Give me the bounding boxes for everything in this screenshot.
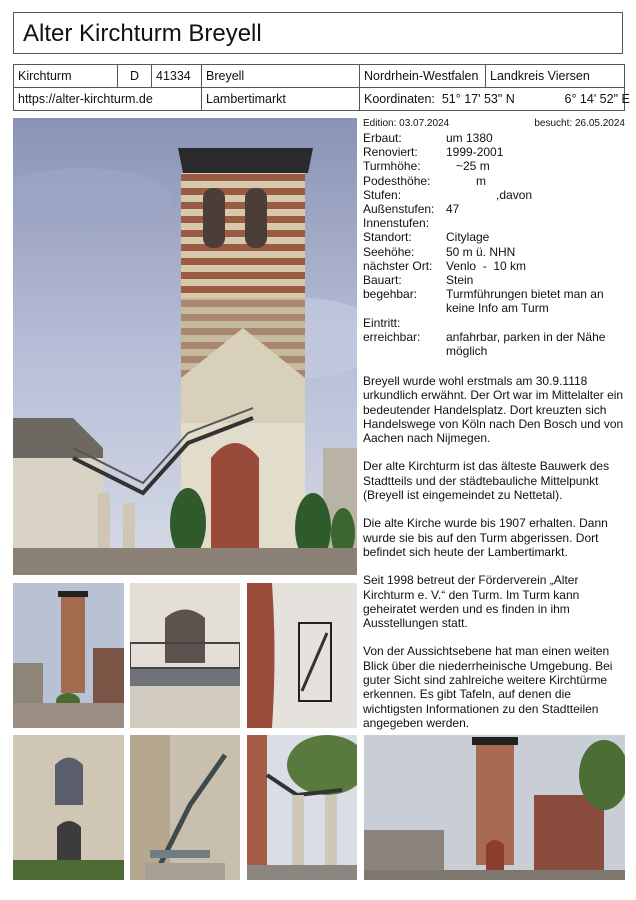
- photo-outdoor-stairs: [130, 735, 240, 880]
- info-state: Nordrhein-Westfalen: [360, 65, 486, 88]
- description: [363, 374, 629, 744]
- outdoor-stairs-illustration: [130, 735, 240, 880]
- fact-location: Standort: Citylage: [363, 230, 490, 245]
- page-title: Alter Kirchturm Breyell: [23, 20, 262, 47]
- fact-renovated: Renoviert: 1999-2001: [363, 145, 504, 160]
- info-row-1: [14, 65, 625, 88]
- info-type: Kirchturm: [14, 65, 118, 88]
- info-town: Breyell: [202, 65, 360, 88]
- photo-wall-anchor: [247, 583, 357, 728]
- photo-tower-door: [13, 735, 124, 880]
- coords-lon: 6° 14' 52" E: [564, 92, 630, 106]
- fact-steps: Stufen: ,davon: [363, 187, 533, 202]
- visited-date: besucht: 26.05.2024: [534, 118, 625, 129]
- coords-label: Koordinaten:: [364, 92, 435, 106]
- tower-square-illustration: [364, 735, 625, 880]
- description-paragraph: Breyell wurde wohl erstmals am 30.9.1118 urkundlich erwähnt. Der Ort war im Mittelalter ein bedeutender Handelsplatz. Dort kreuzten sich Handelswege von Köln nach Den Bosch und von Aachen nach Nijmegen.: [363, 374, 624, 446]
- fact-built: Erbaut: um 1380: [363, 131, 493, 145]
- fact-reachable: erreichbar: anfahrbar, parken in der Nähe möglich: [363, 329, 606, 359]
- info-zip: 41334: [152, 65, 202, 88]
- description-paragraph: Die alte Kirche wurde bis 1907 erhalten. Dann wurde sie bis auf den Turm abgerissen. Dort befindet sich heute der Lambertimarkt.: [363, 516, 608, 559]
- tower-door-illustration: [13, 735, 124, 880]
- fact-admission: Eintritt:: [363, 315, 401, 330]
- fact-tower-height: Turmhöhe: ~25 m: [363, 159, 490, 174]
- title-box: [13, 12, 623, 54]
- fact-inner-steps: Innenstufen:: [363, 216, 430, 231]
- photo-tower-street: [13, 583, 124, 728]
- description-paragraph: Seit 1998 betreut der Förderverein „Alter Kirchturm e. V.“ den Turm. Im Turm kann geheiratet werden und es finden in ihm Ausstellungen statt.: [363, 573, 580, 631]
- info-coordinates: [360, 88, 630, 111]
- wall-anchor-illustration: [247, 583, 357, 728]
- tower-illustration: [13, 118, 357, 575]
- edition-date: Edition: 03.07.2024: [363, 118, 450, 129]
- main-tower-photo: [13, 118, 357, 575]
- fact-platform-height: Podesthöhe: m: [363, 173, 487, 188]
- tower-street-illustration: [13, 583, 124, 728]
- info-url[interactable]: https://alter-kirchturm.de: [14, 88, 202, 111]
- fact-nearest-town: nächster Ort: Venlo - 10 km: [363, 258, 527, 273]
- description-paragraph: Von der Aussichtsebene hat man einen weiten Blick über die niederrheinische Umgebung. Bei guter Sicht sind zahlreiche weitere Kirchtürme erkennen. Es gibt Tafeln, auf denen die wichtigsten Informationen zu den Stadtteilen angegeben werden.: [363, 644, 613, 730]
- info-country: D: [118, 65, 152, 88]
- info-street: Lambertimarkt: [202, 88, 360, 111]
- fact-outer-steps: Außenstufen: 47: [363, 202, 460, 217]
- info-district: Landkreis Viersen: [486, 65, 625, 88]
- fact-elevation: Seehöhe: 50 m ü. NHN: [363, 244, 516, 259]
- photo-stair-tower: [247, 735, 357, 880]
- fact-construction: Bauart: Stein: [363, 273, 474, 288]
- description-paragraph: Der alte Kirchturm ist das älteste Bauwerk des Stadtteils und der städtebauliche Mittelpunkt (Breyell ist eingemeindet zu Nettetal).: [363, 459, 610, 503]
- stair-tower-illustration: [247, 735, 357, 880]
- info-row-2: [14, 88, 625, 111]
- meta-line: [363, 118, 625, 129]
- balcony-illustration: [130, 583, 240, 728]
- info-table: [13, 64, 630, 111]
- coords-lat: 51° 17' 53" N: [441, 92, 515, 106]
- facts-list: [363, 131, 625, 358]
- photo-tower-square: [364, 735, 625, 880]
- photo-balcony: [130, 583, 240, 728]
- fact-accessible: begehbar: Turmführungen bietet man an keine Info am Turm: [363, 287, 604, 316]
